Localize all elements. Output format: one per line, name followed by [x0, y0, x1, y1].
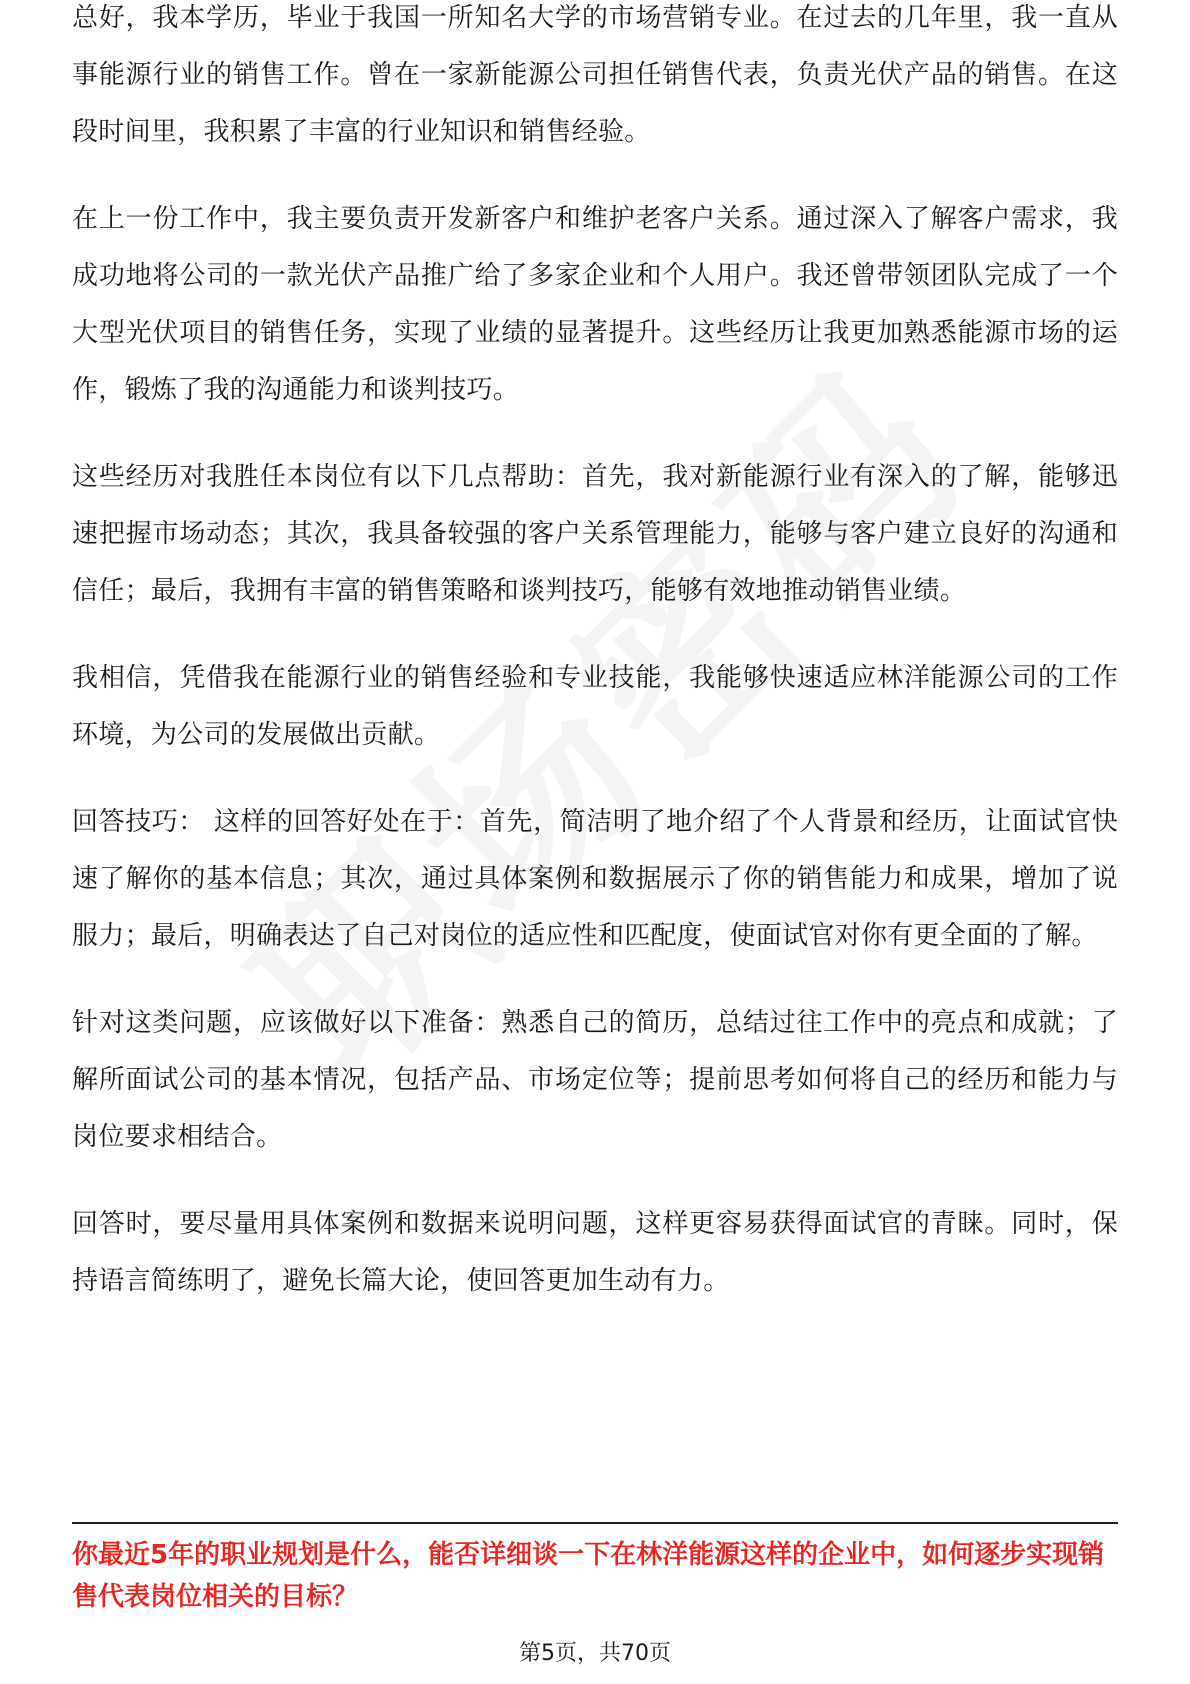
- paragraph: 总好，我本学历，毕业于我国一所知名大学的市场营销专业。在过去的几年里，我一直从事能源行业的销售工作。曾在一家新能源公司担任销售代表，负责光伏产品的销售。在这段时间里，我积累了丰富的行业知识和销售经验。: [72, 3, 1118, 147]
- paragraph: 回答技巧： 这样的回答好处在于：首先，简洁明了地介绍了个人背景和经历，让面试官快速了解你的基本信息；其次，通过具体案例和数据展示了你的销售能力和成果，增加了说服力；最后，明确表达了自己对岗位的适应性和匹配度，使面试官对你有更全面的了解。: [72, 807, 1118, 951]
- paragraph: 我相信，凭借我在能源行业的销售经验和专业技能，我能够快速适应林洋能源公司的工作环境，为公司的发展做出贡献。: [72, 663, 1118, 750]
- section-divider: [72, 1522, 1118, 1524]
- interview-question: 你最近5年的职业规划是什么，能否详细谈一下在林洋能源这样的企业中，如何逐步实现销售代表岗位相关的目标？: [72, 1540, 1105, 1612]
- page-number: 第5页，共70页: [519, 1641, 671, 1666]
- paragraph: 这些经历对我胜任本岗位有以下几点帮助：首先，我对新能源行业有深入的了解，能够迅速把握市场动态；其次，我具备较强的客户关系管理能力，能够与客户建立良好的沟通和信任；最后，我拥有丰富的销售策略和谈判技巧，能够有效地推动销售业绩。: [72, 462, 1118, 606]
- paragraph: 回答时，要尽量用具体案例和数据来说明问题，这样更容易获得面试官的青睐。同时，保持语言简练明了，避免长篇大论，使回答更加生动有力。: [72, 1209, 1118, 1296]
- paragraph: 针对这类问题，应该做好以下准备：熟悉自己的简历，总结过往工作中的亮点和成就；了解所面试公司的基本情况，包括产品、市场定位等；提前思考如何将自己的经历和能力与岗位要求相结合。: [72, 1008, 1118, 1152]
- paragraph: 在上一份工作中，我主要负责开发新客户和维护老客户关系。通过深入了解客户需求，我成功地将公司的一款光伏产品推广给了多家企业和个人用户。我还曾带领团队完成了一个大型光伏项目的销售任务，实现了业绩的显著提升。这些经历让我更加熟悉能源市场的运作，锻炼了我的沟通能力和谈判技巧。: [72, 204, 1118, 405]
- body-text: [72, 3, 1118, 1340]
